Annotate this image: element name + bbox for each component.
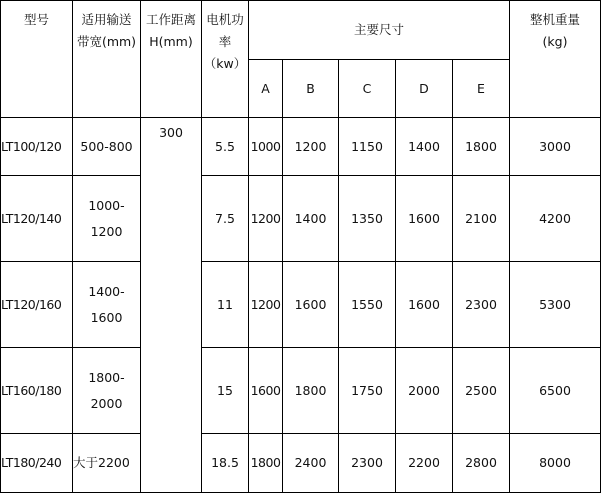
table-row (1, 348, 601, 434)
cell-model: LT180/240 (1, 434, 73, 493)
header-dim-e: E (453, 60, 510, 118)
cell-dim-d: 1600 (396, 176, 453, 262)
cell-power: 11 (202, 262, 249, 348)
cell-belt-width: 1800- 2000 (73, 348, 141, 434)
table-row (1, 118, 601, 176)
cell-belt-width: 500-800 (73, 118, 141, 176)
cell-dim-a: 1600 (249, 348, 283, 434)
cell-dim-a: 1800 (249, 434, 283, 493)
cell-dim-c: 1550 (339, 262, 396, 348)
header-row-1 (1, 1, 601, 60)
cell-model: LT120/160 (1, 262, 73, 348)
table-row (1, 262, 601, 348)
cell-dim-e: 2100 (453, 176, 510, 262)
cell-weight: 8000 (510, 434, 601, 493)
header-model: 型号 (1, 1, 73, 118)
cell-dim-d: 1600 (396, 262, 453, 348)
table-row (1, 176, 601, 262)
cell-model: LT120/140 (1, 176, 73, 262)
cell-dim-a: 1200 (249, 262, 283, 348)
cell-dim-d: 1400 (396, 118, 453, 176)
cell-power: 5.5 (202, 118, 249, 176)
header-dim-c: C (339, 60, 396, 118)
cell-dim-e: 1800 (453, 118, 510, 176)
cell-belt-width: 1400- 1600 (73, 262, 141, 348)
header-dim-d: D (396, 60, 453, 118)
cell-dim-c: 1350 (339, 176, 396, 262)
cell-weight: 6500 (510, 348, 601, 434)
cell-dim-e: 2500 (453, 348, 510, 434)
header-motor-power: 电机功 率 （kw） (202, 1, 249, 118)
cell-belt-width: 1000- 1200 (73, 176, 141, 262)
cell-power: 7.5 (202, 176, 249, 262)
header-dim-a: A (249, 60, 283, 118)
header-weight: 整机重量 (kg) (510, 1, 601, 118)
header-work-distance: 工作距离 H(mm) (141, 1, 202, 118)
cell-power: 15 (202, 348, 249, 434)
header-belt-width: 适用输送 带宽(mm) (73, 1, 141, 118)
cell-dim-e: 2300 (453, 262, 510, 348)
cell-dim-d: 2200 (396, 434, 453, 493)
cell-dim-b: 2400 (283, 434, 339, 493)
cell-dim-c: 1750 (339, 348, 396, 434)
table-row (1, 434, 601, 493)
cell-weight: 5300 (510, 262, 601, 348)
cell-work-distance: 300 (141, 118, 202, 493)
cell-model: LT100/120 (1, 118, 73, 176)
cell-model: LT160/180 (1, 348, 73, 434)
header-main-dimensions: 主要尺寸 (249, 1, 510, 60)
cell-dim-a: 1200 (249, 176, 283, 262)
cell-dim-c: 1150 (339, 118, 396, 176)
cell-dim-b: 1400 (283, 176, 339, 262)
cell-dim-b: 1800 (283, 348, 339, 434)
cell-dim-c: 2300 (339, 434, 396, 493)
cell-dim-b: 1600 (283, 262, 339, 348)
cell-dim-d: 2000 (396, 348, 453, 434)
cell-dim-b: 1200 (283, 118, 339, 176)
cell-belt-width: 大于2200 (73, 434, 141, 493)
cell-dim-e: 2800 (453, 434, 510, 493)
cell-weight: 4200 (510, 176, 601, 262)
cell-weight: 3000 (510, 118, 601, 176)
cell-dim-a: 1000 (249, 118, 283, 176)
header-dim-b: B (283, 60, 339, 118)
cell-power: 18.5 (202, 434, 249, 493)
